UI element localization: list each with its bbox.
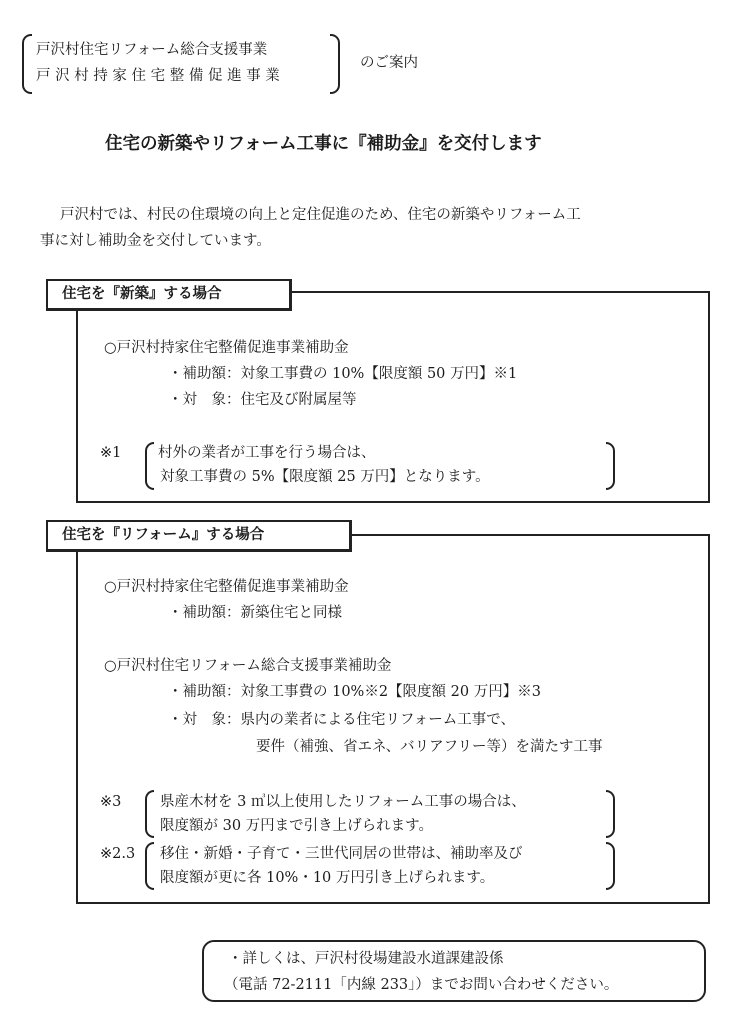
intro-line-2: 事に対し補助金を交付しています。 — [40, 233, 271, 249]
new-note-bracket-right — [606, 442, 615, 490]
reform-grant2-target-cont: 要件（補強、省エネ、バリアフリー等）を満たす工事 — [256, 739, 603, 755]
reform-grant2-amount: ・補助額：対象工事費の 10%※2【限度額 20 万円】※3 — [168, 684, 541, 700]
header-bracket-left — [22, 34, 32, 94]
reform-note23-bracket-right — [606, 842, 615, 890]
new-grant-name: ○戸沢村持家住宅整備促進事業補助金 — [104, 340, 349, 356]
reform-grant1-amount: ・補助額：新築住宅と同様 — [168, 605, 342, 621]
new-note-line-1: 村外の業者が工事を行う場合は、 — [158, 445, 376, 461]
new-note-line-2: 対象工事費の 5%【限度額 25 万円】となります。 — [160, 469, 490, 485]
header-program-2: 戸 沢 村 持 家 住 宅 整 備 促 進 事 業 — [36, 68, 280, 84]
reform-grant1-name: ○戸沢村持家住宅整備促進事業補助金 — [104, 579, 349, 595]
section-new-heading: 住宅を『新築』する場合 — [46, 279, 292, 311]
reform-note3-line-2: 限度額が 30 万円まで引き上げられます。 — [160, 818, 434, 834]
reform-note3-line-1: 県産木材を 3 ㎥以上使用したリフォーム工事の場合は、 — [160, 794, 526, 810]
contact-line-2: （電話 72-2111「内線 233」）までお問い合わせください。 — [224, 977, 619, 993]
reform-note3-bracket-right — [606, 790, 615, 838]
new-note-bracket-left — [145, 442, 154, 490]
reform-grant2-target: ・対 象：県内の業者による住宅リフォーム工事で、 — [168, 712, 515, 728]
contact-line-1: ・詳しくは、戸沢村役場建設水道課建設係 — [228, 951, 504, 967]
reform-note23-line-1: 移住・新婚・子育て・三世代同居の世帯は、補助率及び — [160, 846, 523, 862]
section-reform-heading: 住宅を『リフォーム』する場合 — [46, 520, 352, 552]
header-suffix: のご案内 — [360, 55, 418, 71]
page-title: 住宅の新築やリフォーム工事に『補助金』を交付します — [105, 134, 542, 154]
reform-grant2-name: ○戸沢村住宅リフォーム総合支援事業補助金 — [104, 658, 392, 674]
reform-note23-line-2: 限度額が更に各 10%・10 万円引き上げられます。 — [160, 870, 495, 886]
intro-line-1: 戸沢村では、村民の住環境の向上と定住促進のため、住宅の新築やリフォーム工 — [60, 207, 581, 223]
new-note-mark: ※1 — [100, 445, 122, 461]
reform-note3-mark: ※3 — [100, 794, 122, 810]
new-grant-amount: ・補助額：対象工事費の 10%【限度額 50 万円】※1 — [168, 366, 518, 382]
new-grant-target: ・対 象：住宅及び附属屋等 — [168, 392, 357, 408]
reform-note23-bracket-left — [145, 842, 154, 890]
header-bracket-right — [330, 34, 340, 94]
header-program-1: 戸沢村住宅リフォーム総合支援事業 — [36, 42, 268, 58]
reform-note3-bracket-left — [145, 790, 154, 838]
reform-note23-mark: ※2.3 — [100, 846, 136, 862]
